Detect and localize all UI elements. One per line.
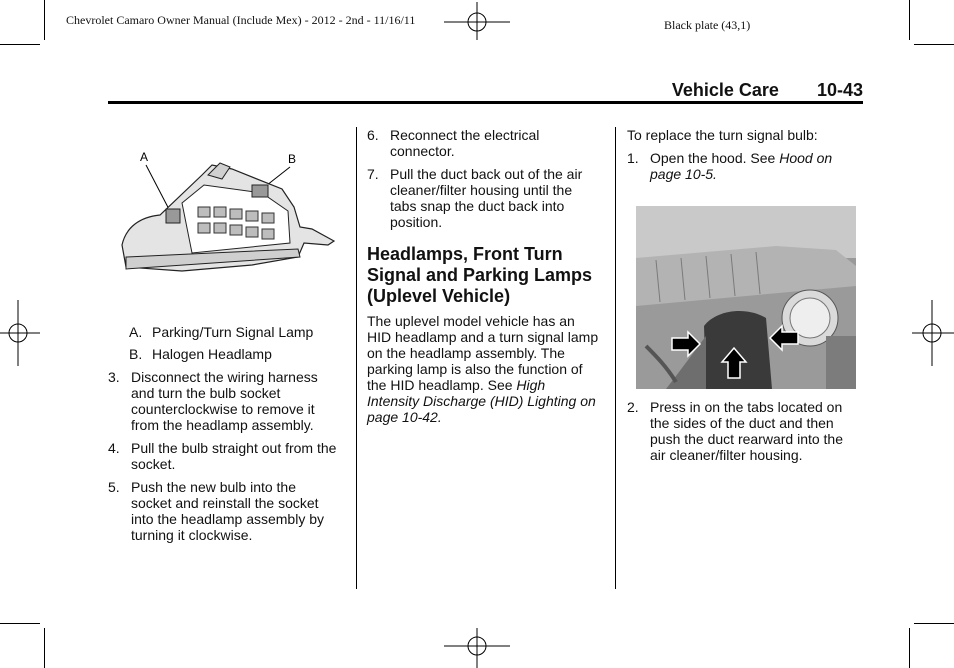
cross-reference-link[interactable]: High Intensity Discharge (HID) Lighting on page 10-42.: [367, 377, 596, 425]
running-header: [672, 80, 863, 101]
engine-bay-photo: [636, 206, 856, 389]
section-title: Vehicle Care: [671, 80, 779, 100]
step-1: 1. Open the hood. See Hood on page 10-5.: [627, 150, 833, 182]
figure-label-b: B: [288, 152, 297, 166]
hood-link[interactable]: Hood on page 10-5.: [650, 150, 833, 182]
registration-mark-top: [444, 2, 510, 40]
step-3: 3. Disconnect the wiring harness and turn the bulb socket counterclockwise to remove it from the headlamp assembly.: [108, 369, 318, 433]
slug-left: Chevrolet Camaro Owner Manual (Include Mex) - 2012 - 2nd - 11/16/11: [66, 13, 416, 27]
legend-item-a: A. Parking/Turn Signal Lamp: [129, 324, 314, 340]
figure-label-a: A: [140, 150, 149, 164]
headlamp-assembly-illustration: [112, 145, 340, 280]
column-3-lower: [627, 399, 857, 470]
column-3: [627, 127, 857, 189]
step-5: 5. Push the new bulb into the socket and reinstall the socket into the headlamp assembly by turning it clockwise.: [108, 479, 324, 543]
header-rule: [108, 101, 863, 104]
registration-mark-bottom: [444, 628, 510, 668]
section-heading: Headlamps, Front Turn Signal and Parking Lamps (Uplevel Vehicle): [367, 244, 593, 306]
registration-mark-right: [912, 300, 954, 366]
registration-mark-left: [0, 300, 40, 366]
step-6: 6. Reconnect the electrical connector.: [367, 127, 540, 159]
column-2: [367, 127, 599, 425]
legend-item-b: B. Halogen Headlamp: [129, 346, 272, 362]
intro-text: To replace the turn signal bulb:: [627, 127, 818, 143]
page-number: 10-43: [816, 80, 863, 100]
slug-right: Black plate (43,1): [664, 18, 751, 32]
step-2: 2. Press in on the tabs located on the sides of the duct and then push the duct rearward into the air cleaner/filter housing.: [627, 399, 844, 463]
section-body: The uplevel model vehicle has an HID headlamp and a turn signal lamp on the headlamp assembly. The parking lamp is also the function of the HID headlamp. See High Intensity Discharge (HID) Lighting on page 10-42.: [367, 313, 599, 425]
column-rule-1: [356, 127, 357, 589]
step-4: 4. Pull the bulb straight out from the socket.: [108, 440, 337, 472]
step-7: 7. Pull the duct back out of the air cleaner/filter housing until the tabs snap the duct back into position.: [367, 166, 583, 230]
column-1: [108, 324, 340, 550]
column-rule-2: [615, 127, 616, 589]
